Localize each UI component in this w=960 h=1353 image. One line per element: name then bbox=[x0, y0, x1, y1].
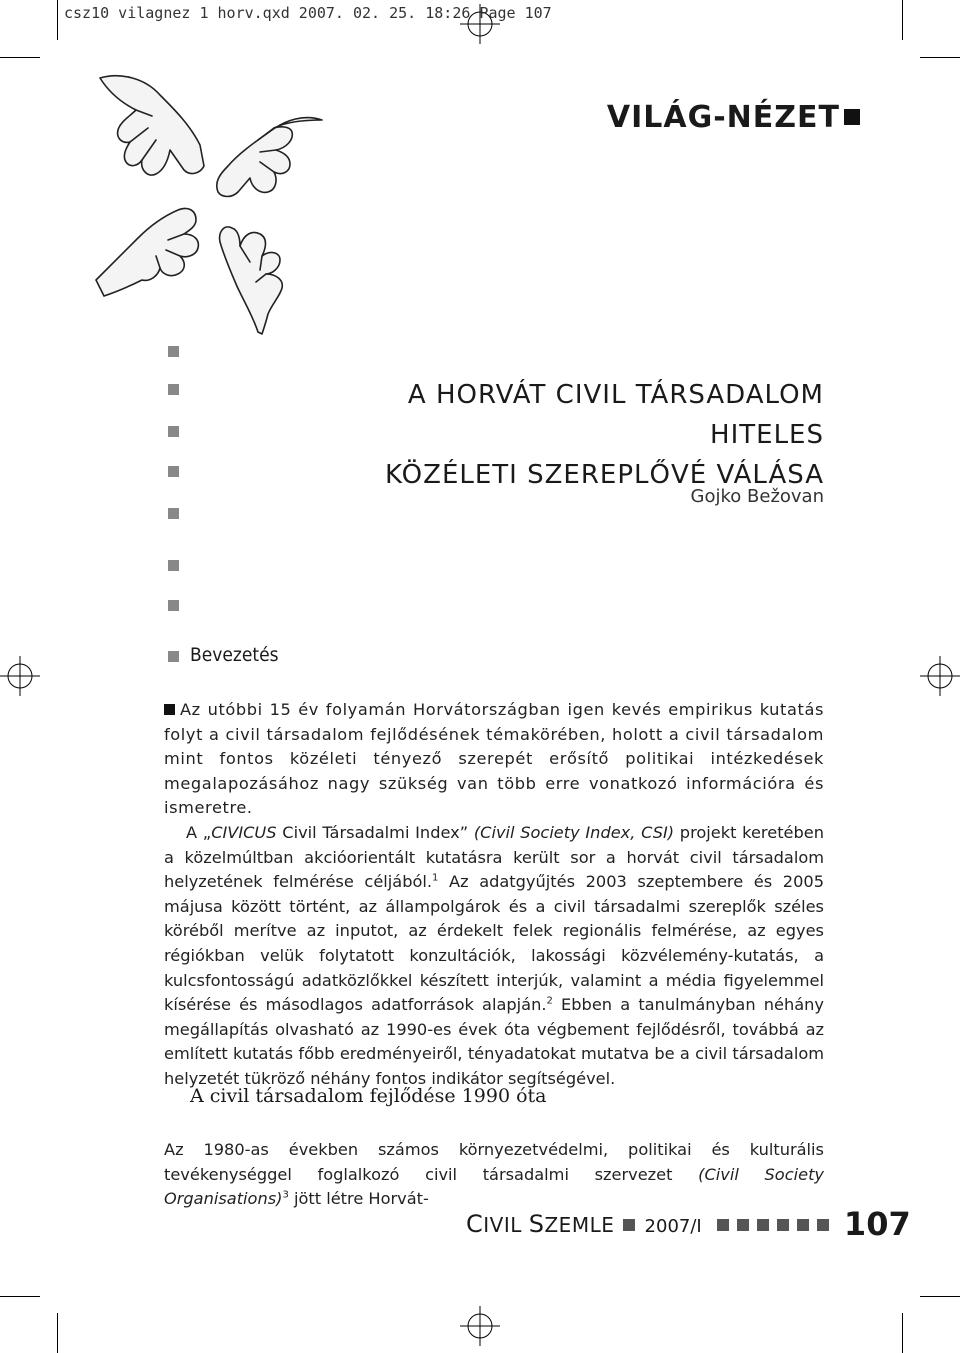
crop-mark bbox=[902, 0, 903, 40]
footer-square-icon bbox=[777, 1219, 789, 1231]
crop-mark bbox=[920, 57, 960, 58]
p2-text-6: Az adatgyűjtés 2003 szeptembere és 2005 májusa között történt, az állampolgárok és a civil társadalmi szereplők széles köréből merítve az inputot, az érdekelt felek regionális felmérése, az egyes régiókban velük folytatott konzultációk, lakossági közvélemény-kutatás, a kulcsfontosságú adatközlőkkel készített interjúk, valamint a média figyelemmel kísérése és másodlagos adatforrások alapján. bbox=[164, 872, 824, 1015]
section-header-text: VILÁG-NÉZET bbox=[606, 100, 840, 135]
crop-mark bbox=[0, 57, 40, 58]
hands-circle-illustration bbox=[90, 70, 330, 335]
journal-zemle: ZEMLE bbox=[544, 1213, 615, 1237]
p2-civicus: CIVICUS bbox=[211, 822, 277, 842]
p3-text-3: jött létre Horvát- bbox=[288, 1189, 429, 1209]
p2-csi: (Civil Society Index, CSI) bbox=[473, 822, 675, 842]
margin-square-icon bbox=[168, 600, 179, 611]
crop-mark bbox=[57, 1313, 58, 1353]
paragraph-1-text: Az utóbbi 15 év folyamán Horvátországban igen kevés empirikus kutatás folyt a civil társadalom fejlődésének témakörében, holott a civil társadalom mint fontos közéleti tényező szerepét erősítő politikai intézkedések megalapozásához nagy szükség van több erre vonatkozó információra és ismeretre. bbox=[164, 700, 824, 818]
footnote-ref-1[interactable]: 1 bbox=[432, 872, 439, 884]
footer-square-icon bbox=[623, 1219, 635, 1231]
slug-line: csz10 vilagnez 1 horv.qxd 2007. 02. 25. 18:26 Page 107 bbox=[64, 4, 552, 22]
margin-square-icon bbox=[168, 346, 179, 357]
crop-mark bbox=[920, 1296, 960, 1297]
intro-heading: Bevezetés bbox=[190, 644, 279, 666]
intro-text bbox=[164, 698, 824, 1092]
footer-square-icon bbox=[717, 1219, 729, 1231]
article-title-line-1: A HORVÁT CIVIL TÁRSADALOM HITELES bbox=[407, 380, 824, 450]
registration-mark-left bbox=[0, 656, 40, 696]
footer-square-icon bbox=[817, 1219, 829, 1231]
square-bullet-icon bbox=[844, 109, 860, 125]
paragraph-3 bbox=[164, 1138, 824, 1212]
journal-ivil: IVIL bbox=[483, 1213, 529, 1237]
paragraph-1 bbox=[164, 698, 824, 821]
margin-square-icon bbox=[168, 651, 179, 662]
p2-text-3: Civil Társadalmi Index” bbox=[276, 822, 474, 842]
issue-number: 2007/I bbox=[644, 1216, 702, 1237]
p2-text-7: Ebben a tanulmányban néhány megállapítás olvasható az 1990-es évek óta végbement fejlődésről, továbbá az említett kutatás főbb eredményeiről, tényadatokat mutatva be a civil társadalom helyzetét tükröző néhány fontos indikátor segítségével. bbox=[164, 995, 824, 1088]
footer-square-icon bbox=[797, 1219, 809, 1231]
article-title bbox=[300, 375, 824, 495]
registration-mark-bottom bbox=[460, 1306, 500, 1346]
margin-square-icon bbox=[168, 426, 179, 437]
p3-text-1: Az 1980-as években számos környezetvédelmi, politikai és kulturális tevékenységgel foglalkozó civil társadalmi szervezet bbox=[164, 1140, 824, 1184]
margin-square-icon bbox=[168, 384, 179, 395]
author-name: Gojko Bežovan bbox=[690, 486, 824, 507]
p2-text-5: projekt keretében a közelmúltban akcióorientált kutatásra került sor a horvát civil társadalom helyzetének felmérése céljából. bbox=[164, 822, 824, 892]
p2-text-1: A „ bbox=[186, 822, 212, 842]
registration-mark-right bbox=[920, 656, 960, 696]
section-text bbox=[164, 1138, 824, 1212]
lead-square-icon bbox=[164, 704, 175, 715]
journal-name bbox=[466, 1210, 615, 1238]
margin-square-icon bbox=[168, 508, 179, 519]
paragraph-2 bbox=[164, 821, 824, 1092]
section-header bbox=[560, 100, 860, 135]
journal-s: S bbox=[528, 1210, 545, 1238]
journal-c: C bbox=[466, 1210, 484, 1238]
margin-square-icon bbox=[168, 466, 179, 477]
crop-mark bbox=[0, 1296, 40, 1297]
footnote-ref-3[interactable]: 3 bbox=[282, 1189, 289, 1201]
footnote-ref-2[interactable]: 2 bbox=[546, 995, 553, 1007]
footer-square-icon bbox=[737, 1219, 749, 1231]
crop-mark bbox=[902, 1313, 903, 1353]
crop-mark bbox=[57, 0, 58, 40]
section-subheading: A civil társadalom fejlődése 1990 óta bbox=[190, 1085, 547, 1107]
page-number: 107 bbox=[843, 1205, 911, 1243]
footer-square-icon bbox=[757, 1219, 769, 1231]
p3-cso: (Civil Society Organisations) bbox=[164, 1164, 824, 1209]
margin-square-icon bbox=[168, 560, 179, 571]
page-footer bbox=[466, 1205, 911, 1245]
article-title-line-2: KÖZÉLETI SZEREPLŐVÉ VÁLÁSA bbox=[385, 460, 824, 490]
